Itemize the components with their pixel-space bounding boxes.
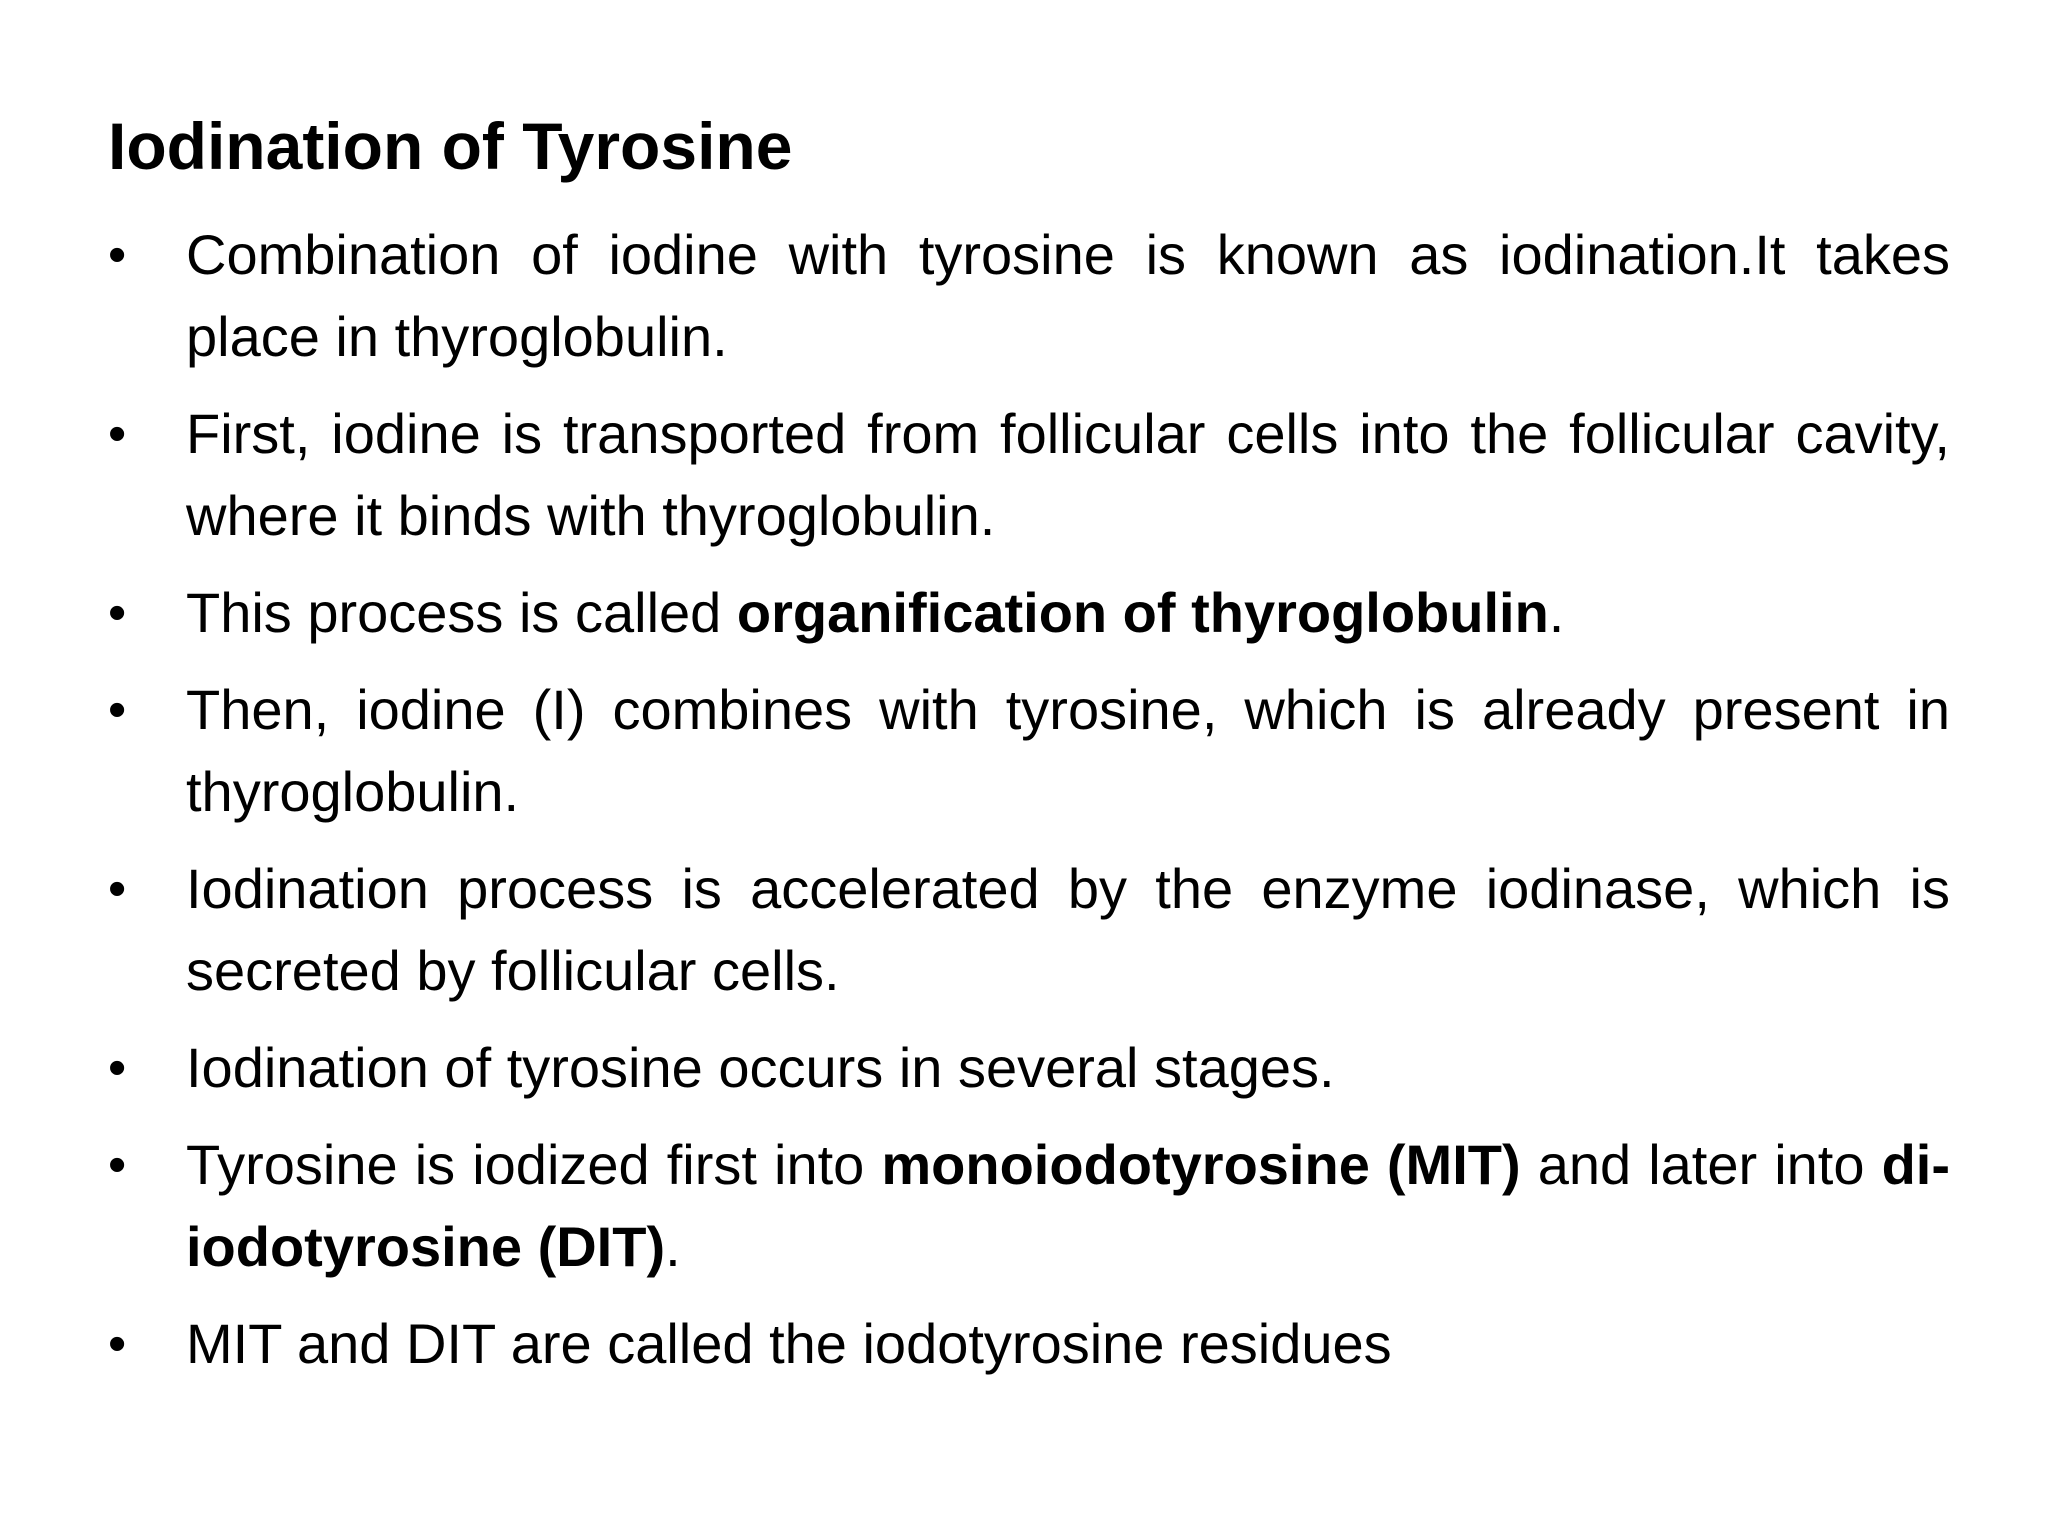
bullet-text: . <box>1548 581 1565 644</box>
bullet-bold-term: monoiodotyrosine (MIT) <box>881 1133 1521 1196</box>
bullet-item <box>108 393 1950 557</box>
bullet-dot-icon: • <box>108 226 127 284</box>
bullet-text: First, iodine is transported from follicular cells into the follicular cavity, where it binds with thyroglobulin. <box>186 402 1950 547</box>
bullet-list <box>108 214 1950 1400</box>
bullet-dot-icon: • <box>108 584 127 642</box>
bullet-text: This process is called <box>186 581 737 644</box>
bullet-item <box>108 214 1950 378</box>
bullet-item <box>108 1303 1950 1385</box>
bullet-item <box>108 848 1950 1012</box>
bullet-item <box>108 669 1950 833</box>
bullet-text: Combination of iodine with tyrosine is known as iodination.It takes place in thyroglobulin. <box>186 223 1950 368</box>
bullet-bold-term: di-iodotyrosine (DIT) <box>186 1133 1950 1278</box>
bullet-dot-icon: • <box>108 681 127 739</box>
bullet-dot-icon: • <box>108 405 127 463</box>
bullet-item <box>108 1027 1950 1109</box>
bullet-text: Then, iodine (I) combines with tyrosine, which is already present in thyroglobulin. <box>186 678 1950 823</box>
bullet-dot-icon: • <box>108 1315 127 1373</box>
bullet-bold-term: organification of thyroglobulin <box>736 581 1549 644</box>
bullet-item <box>108 1124 1950 1288</box>
bullet-text: and later into <box>1520 1133 1882 1196</box>
bullet-dot-icon: • <box>108 1039 127 1097</box>
bullet-text: . <box>665 1215 681 1278</box>
bullet-text: Iodination process is accelerated by the enzyme iodinase, which is secreted by follicular cells. <box>186 857 1950 1002</box>
bullet-item <box>108 572 1950 654</box>
slide-title: Iodination of Tyrosine <box>108 109 793 183</box>
bullet-text: Iodination of tyrosine occurs in several stages. <box>186 1036 1335 1099</box>
bullet-text: Tyrosine is iodized first into <box>186 1133 882 1196</box>
bullet-dot-icon: • <box>108 860 127 918</box>
bullet-dot-icon: • <box>108 1136 127 1194</box>
bullet-text: MIT and DIT are called the iodotyrosine residues <box>186 1312 1392 1375</box>
